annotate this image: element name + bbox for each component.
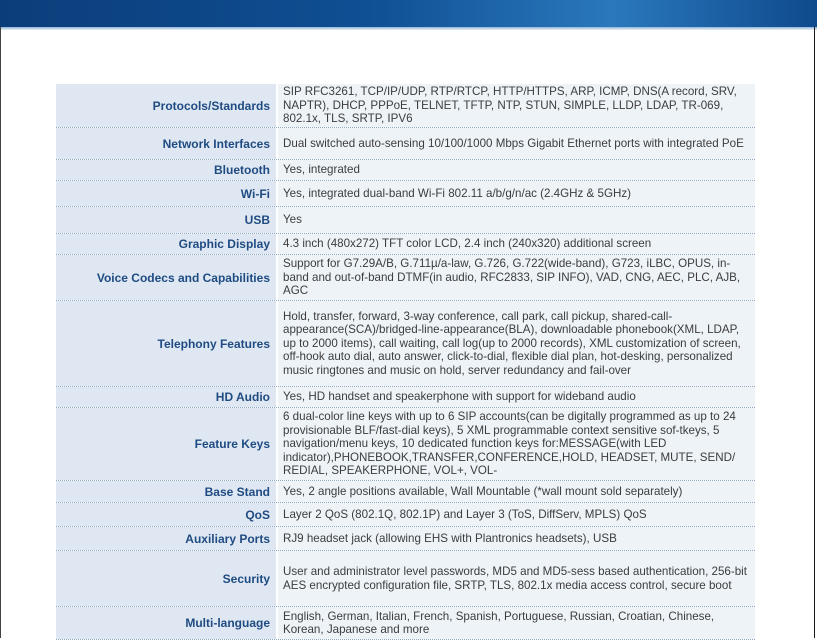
spec-row-protocols [56,84,755,128]
spec-row-security [56,551,755,607]
spec-row-telephony [56,301,755,387]
spec-value: Yes, integrated dual-band Wi-Fi 802.11 a/b/g/n/ac (2.4GHz & 5GHz) [283,186,631,200]
spec-value: User and administrator level passwords, MD5 and MD5-sess based authentication, 256-bit AES encrypted configuration file, SRTP, TLS, 802.1x media access control, secure boot [283,565,747,592]
spec-value: 4.3 inch (480x272) TFT color LCD, 2.4 inch (240x320) additional screen [283,237,652,251]
spec-label: Network Interfaces [56,128,276,159]
spec-label: Graphic Display [56,234,276,254]
spec-row-hd-audio [56,387,755,408]
spec-value: Dual switched auto-sensing 10/100/1000 Mbps Gigabit Ethernet ports with integrated PoE [283,136,744,150]
spec-row-network [56,128,755,160]
header-banner-edge [0,27,817,30]
spec-value: Yes [283,213,302,227]
spec-label: Voice Codecs and Capabilities [56,255,276,300]
spec-value: English, German, Italian, French, Spanish, Portuguese, Russian, Croatian, Chinese, Korean, Japanese and more [283,609,715,636]
spec-label: Wi-Fi [56,181,276,206]
spec-value: SIP RFC3261, TCP/IP/UDP, RTP/RTCP, HTTP/HTTPS, ARP, ICMP, DNS(A record, SRV, NAPTR), DHCP, PPPoE, TELNET, TFTP, NTP, STUN, SIMPLE, LLDP, LDAP, TR-069, 802.1x, TLS, SRTP, IPV6 [283,85,737,126]
spec-value: Yes, 2 angle positions available, Wall Mountable (*wall mount sold separately) [283,484,683,498]
spec-row-usb [56,207,755,234]
spec-row-feature-keys [56,408,755,481]
spec-label: Protocols/Standards [56,84,276,127]
spec-value: Hold, transfer, forward, 3-way conference, call park, call pickup, shared-call-appearance(SCA)/bridged-line-appearance(BLA), downloadable phonebook(XML, LDAP, up to 2000 items), call waiting, call log(up to 2000 records), XML customization of screen, off-hook auto dial, auto answer, click-to-dial, flexible dial plan, hot-desking, personalized music ringtones and music on hold, server redundancy and fail-over [283,309,741,377]
spec-label: HD Audio [56,387,276,407]
spec-row-multi-language [56,607,755,640]
spec-value: 6 dual-color line keys with up to 6 SIP accounts(can be digitally programmed as up to 24 provisionable BLF/fast-dial keys), 5 XML programmable context sensitive sof-tkeys, 5 navigation/menu keys, 10 dedicated function keys for:MESSAGE(with LED indicator),PHONEBOOK,TRANSFER,CONFERENCE,HOLD, HEADSET, MUTE, SEND/ REDIAL, SPEAKERPHONE, VOL+, VOL- [283,410,736,478]
spec-label: Base Stand [56,481,276,502]
spec-row-wifi [56,181,755,207]
spec-row-codecs [56,255,755,301]
spec-table [56,84,755,640]
spec-row-bluetooth [56,160,755,181]
spec-row-qos [56,503,755,527]
spec-label: Feature Keys [56,408,276,480]
spec-label: Telephony Features [56,301,276,386]
spec-value: RJ9 headset jack (allowing EHS with Plantronics headsets), USB [283,531,617,545]
spec-value: Layer 2 QoS (802.1Q, 802.1P) and Layer 3 (ToS, DiffServ, MPLS) QoS [283,507,647,521]
spec-label: USB [56,207,276,233]
spec-row-base-stand [56,481,755,503]
page-border-left [0,27,1,638]
spec-label: QoS [56,503,276,526]
spec-value: Yes, integrated [283,163,360,177]
spec-row-display [56,234,755,255]
spec-value: Support for G7.29A/B, G.711µ/a-law, G.726, G.722(wide-band), G723, iLBC, OPUS, in-band and out-of-band DTMF(in audio, RFC2833, SIP INFO), VAD, CNG, AEC, PLC, AJB, AGC [283,257,741,298]
spec-label: Multi-language [56,607,276,639]
spec-label: Bluetooth [56,160,276,180]
spec-value: Yes, HD handset and speakerphone with support for wideband audio [283,390,636,404]
page-border-right [814,27,815,638]
spec-label: Auxiliary Ports [56,527,276,550]
header-banner [0,0,817,27]
spec-row-aux-ports [56,527,755,551]
spec-label: Security [56,551,276,606]
